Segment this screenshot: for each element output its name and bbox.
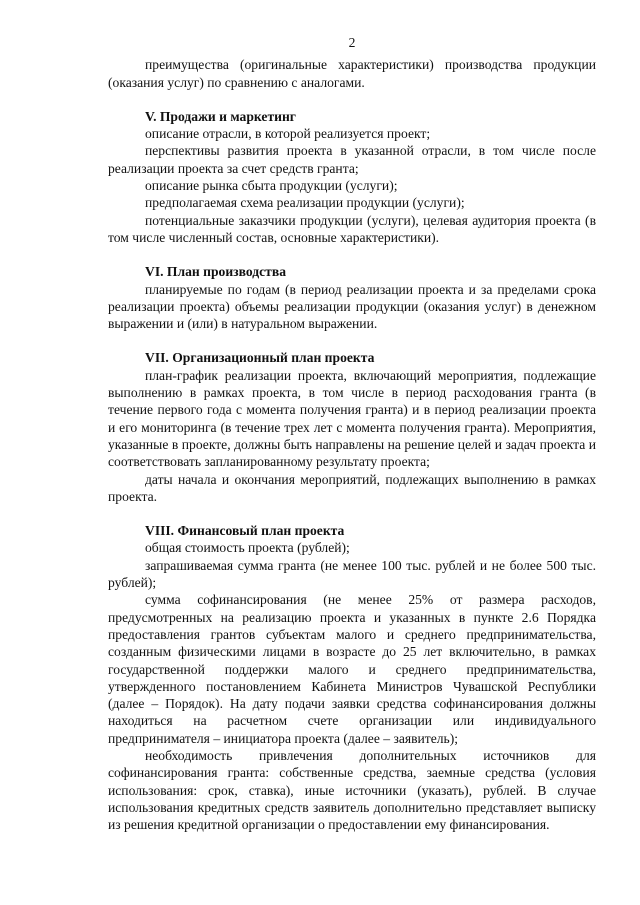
section-heading-organizational-plan: VII. Организационный план проекта bbox=[145, 350, 375, 366]
section-heading-sales-marketing: V. Продажи и маркетинг bbox=[145, 108, 296, 124]
sales-paragraph: потенциальные заказчики продукции (услуги), целевая аудитория проекта (в том числе численный состав, основные характеристики). bbox=[108, 212, 596, 245]
sales-paragraph: описание рынка сбыта продукции (услуги); bbox=[145, 178, 398, 194]
organizational-paragraph: план-график реализации проекта, включающий мероприятия, подлежащие выполнению в рамках проекта, в том числе в период расходования гранта (в течение первого года с момента получения гранта) и в период реализации проекта и его мониторинга (в течение трех лет с момента получения гранта). Мероприятия, указанные в проекте, должны быть направлены на решение целей и задач проекта и соответствовать запланированному результату проекта; bbox=[108, 367, 596, 470]
sales-paragraph: предполагаемая схема реализации продукции (услуги); bbox=[145, 195, 465, 211]
page-number: 2 bbox=[348, 35, 356, 50]
intro-paragraph: преимущества (оригинальные характеристики) производства продукции (оказания услуг) по сравнению с аналогами. bbox=[108, 57, 596, 90]
section-gap bbox=[108, 332, 596, 349]
sales-paragraph: перспективы развития проекта в указанной отрасли, в том числе после реализации проекта за счет средств гранта; bbox=[108, 143, 596, 176]
document-page bbox=[108, 34, 596, 833]
section-gap bbox=[108, 91, 596, 108]
organizational-paragraph: даты начала и окончания мероприятий, подлежащих выполнению в рамках проекта. bbox=[108, 471, 596, 504]
production-paragraph: планируемые по годам (в период реализации проекта и за пределами срока реализации проекта) объемы реализации продукции (оказания услуг) в денежном выражении и (или) в натуральном выражении. bbox=[108, 281, 596, 332]
financial-paragraph: сумма софинансирования (не менее 25% от размера расходов, предусмотренных на реализацию проекта и указанных в пункте 2.6 Порядка предоставления грантов субъектам малого и среднего предпринимательства, созданным физическими лицами в возрасте до 25 лет включительно, в рамках государственной поддержки малого и среднего предпринимательства, утвержденного постановлением Кабинета Министров Чувашской Республики (далее – Порядок). На дату подачи заявки средства софинансирования должны находиться на расчетном счете организации или индивидуального предпринимателя – инициатора проекта (далее – заявитель); bbox=[108, 592, 596, 746]
financial-paragraph: общая стоимость проекта (рублей); bbox=[145, 540, 350, 556]
financial-paragraph: необходимость привлечения дополнительных источников для софинансирования гранта: собственные средства, заемные средства (условия использования: срок, ставка), иные источники (указать), рублей. В случае использования кредитных средств заявитель дополнительно представляет выписку из решения кредитной организации о предоставлении ему финансирования. bbox=[108, 747, 596, 833]
section-gap bbox=[108, 246, 596, 263]
section-heading-financial-plan: VIII. Финансовый план проекта bbox=[145, 523, 345, 539]
financial-paragraph: запрашиваемая сумма гранта (не менее 100 тыс. рублей и не более 500 тыс. рублей); bbox=[108, 557, 596, 591]
section-heading-production-plan: VI. План производства bbox=[145, 264, 286, 280]
section-gap bbox=[108, 505, 596, 522]
sales-paragraph: описание отрасли, в которой реализуется проект; bbox=[145, 126, 431, 142]
